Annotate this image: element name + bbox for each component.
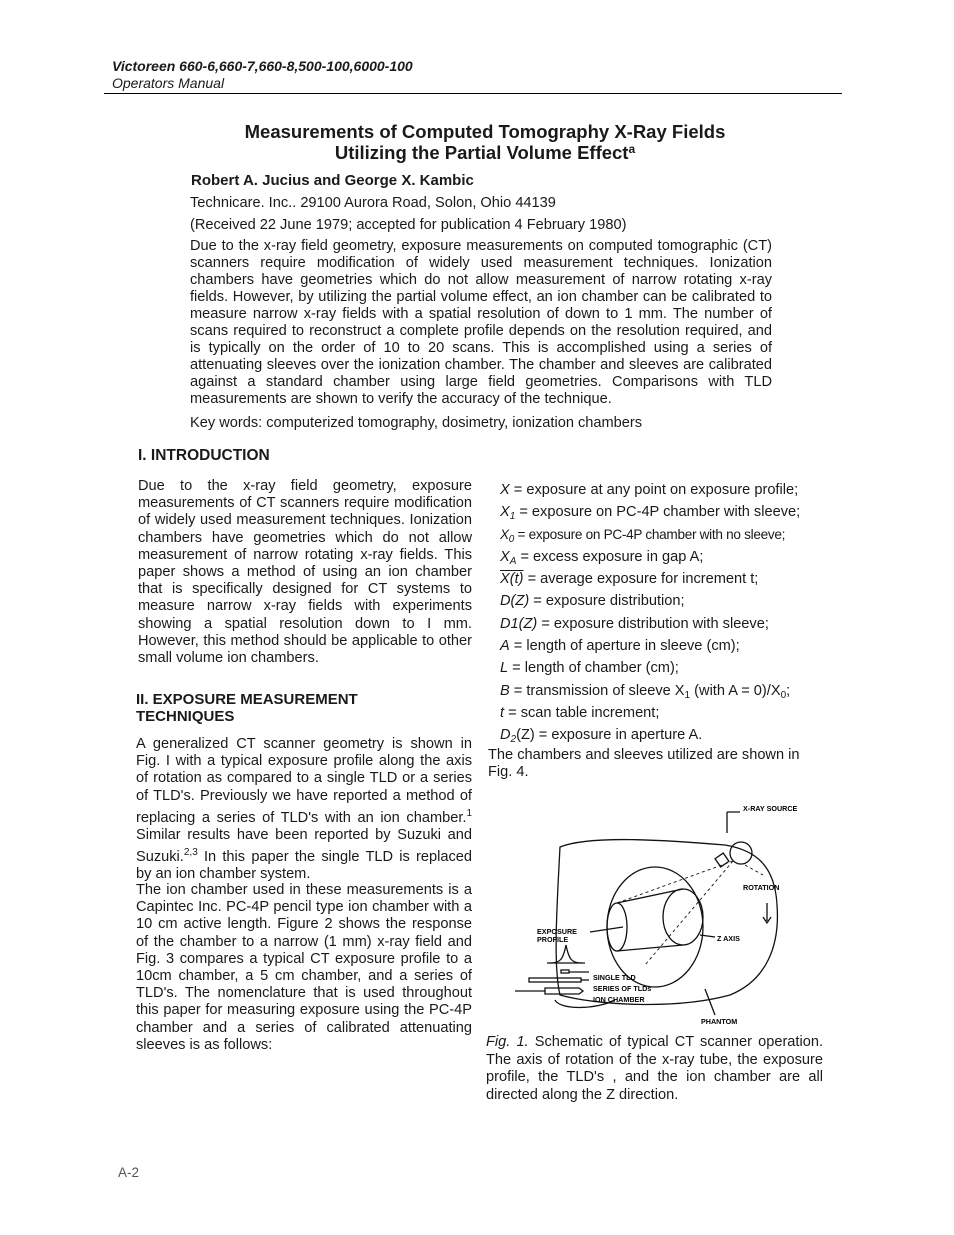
header-rule — [104, 93, 842, 94]
nomenclature-item: t = scan table increment; — [500, 704, 660, 721]
nomenclature-item: $D_2(Z)$ = exposure in aperture A. — [500, 727, 703, 746]
single-tld — [561, 970, 569, 973]
section-heading-exposure: II. EXPOSURE MEASUREMENT TECHNIQUES — [136, 691, 358, 725]
paper-title-line1: Measurements of Computed Tomography X-Ray Fields — [244, 121, 726, 142]
nomenclature-item: X = exposure at any point on exposure profile; — [500, 482, 799, 498]
nomenclature-item: D1(Z) = exposure distribution with sleeve; — [500, 615, 769, 632]
page-number: A-2 — [118, 1165, 140, 1180]
section-heading-introduction: I. INTRODUCTION — [138, 447, 270, 464]
document-header-subtitle: Operators Manual — [112, 75, 225, 91]
chambers-sentence: The chambers and sleeves utilized are shown in Fig. 4. — [488, 747, 800, 781]
label-exposure: EXPOSURE — [537, 927, 577, 936]
authors: Robert A. Jucius and George X. Kambic — [191, 172, 474, 189]
nomenclature-item: $X_0$ = exposure on PC-4P chamber with no sleeve; — [500, 526, 786, 545]
figure-caption: Fig. 1. Schematic of typical CT scanner operation. The axis of rotation of the x-ray tube, the exposure profile, the TLD's , and the ion chamber are all directed along the Z direction. — [486, 1034, 823, 1103]
label-ion-chamber: ION CHAMBER — [593, 995, 645, 1004]
nomenclature-item: $X_1$ = exposure on PC-4P chamber with sleeve; — [500, 504, 801, 523]
nomenclature-item: X(t) = average exposure for increment t; — [500, 571, 759, 588]
affiliation: Technicare. Inc.. 29100 Aurora Road, Solon, Ohio 44139 — [190, 195, 556, 211]
nomenclature-item: B = transmission of sleeve $X_1$ (with $A = 0)/X_0$; — [500, 682, 791, 701]
abstract: Due to the x-ray field geometry, exposure measurements on computed tomographic (CT) scanners require modification of widely used measurement techniques. Ionization chambers have geometries which do not allow measurement of narrow rotating x-ray fields. However, by utilizing the partial volume effect, an ion chamber can be calibrated to measure narrow x-ray fields with a spatial resolution of down to 1 mm. The number of scans required to reconstruct a complete profile depends on the resolution required, and is typically on the order of 10 to 20 scans. This is accomplished using a series of attenuating sleeves over the ionization chamber. The chamber and sleeves are calibrated against a standard chamber using large field geometries. Comparisons with TLD measurements are shown to verify the accuracy of the technique. — [190, 238, 772, 407]
title-footnote-mark: a — [628, 142, 636, 156]
exposure-paragraph-1: A generalized CT scanner geometry is shown in Fig. I with a typical exposure profile along the axis of rotation as compared to a single TLD or a series of TLD's. Previously we have reported a method of replacing a series of TLD's with an ion chamber.$^1$ Similar results have been reported by Suzuki and Suzuki.$^{2,3}$ In this paper the single TLD is replaced by an ion chamber system. — [136, 736, 472, 883]
phantom-outline — [556, 840, 780, 1005]
label-series-of-tlds: SERIES OF TLDs — [593, 984, 652, 993]
ct-scanner-schematic-figure — [505, 795, 805, 1035]
label-z-axis: Z AXIS — [717, 934, 740, 943]
nomenclature-item: A = length of aperture in sleeve (cm); — [500, 638, 740, 655]
inner-disk — [663, 889, 703, 945]
label-phantom: PHANTOM — [701, 1017, 738, 1026]
series-of-tlds — [529, 978, 581, 982]
nomenclature-item: L = length of chamber (cm); — [500, 660, 679, 677]
nomenclature-list — [500, 479, 840, 747]
paper-title-line2: Utilizing the Partial Volume Effect$^a$ — [334, 142, 636, 163]
received-dates: (Received 22 June 1979; accepted for publication 4 February 1980) — [190, 217, 627, 233]
xray-source-leader — [727, 812, 740, 833]
nomenclature-item: D(Z) = exposure distribution; — [500, 593, 685, 610]
introduction-text: Due to the x-ray field geometry, exposure measurements of CT scanners require modification of widely used measurement techniques. Ionization chambers have geometries which do not allow measurement of narrow rotating x-ray fields. This paper shows a method of using an ion chamber that is specifically designed for CT systems to measure narrow x-ray fields with experiments showing a spatial resolution down to I mm. However, this method should be applicable to other small volume ion chambers. — [138, 478, 472, 667]
exposure-paragraph-2: The ion chamber used in these measurements is a Capintec Inc. PC-4P pencil type ion chamber with a 10 cm active length. Figure 2 shows the response of the chamber to a narrow (1 mm) x-ray field and Fig. 3 compares a typical CT exposure profile to a 10cm chamber, a 5 cm chamber, and a series of TLD's. The nomenclature that is used throughout this paper for measuring exposure using the PC-4P chamber and a series of calibrated attenuating sleeves is as follows: — [136, 882, 472, 1053]
exposure-profile-curve — [550, 945, 582, 963]
label-profile: PROFILE — [537, 935, 569, 944]
xray-tube — [715, 853, 729, 867]
document-header-title: Victoreen 660-6,660-7,660-8,500-100,6000-100 — [112, 58, 413, 74]
keywords: Key words: computerized tomography, dosimetry, ionization chambers — [190, 415, 643, 431]
nomenclature-item: $X_A$ = excess exposure in gap A; — [500, 548, 704, 567]
ion-chamber — [515, 988, 583, 994]
label-xray-source: X-RAY SOURCE — [743, 804, 798, 813]
label-single-tld: SINGLE TLD — [593, 973, 636, 982]
label-rotation: ROTATION — [743, 883, 780, 892]
